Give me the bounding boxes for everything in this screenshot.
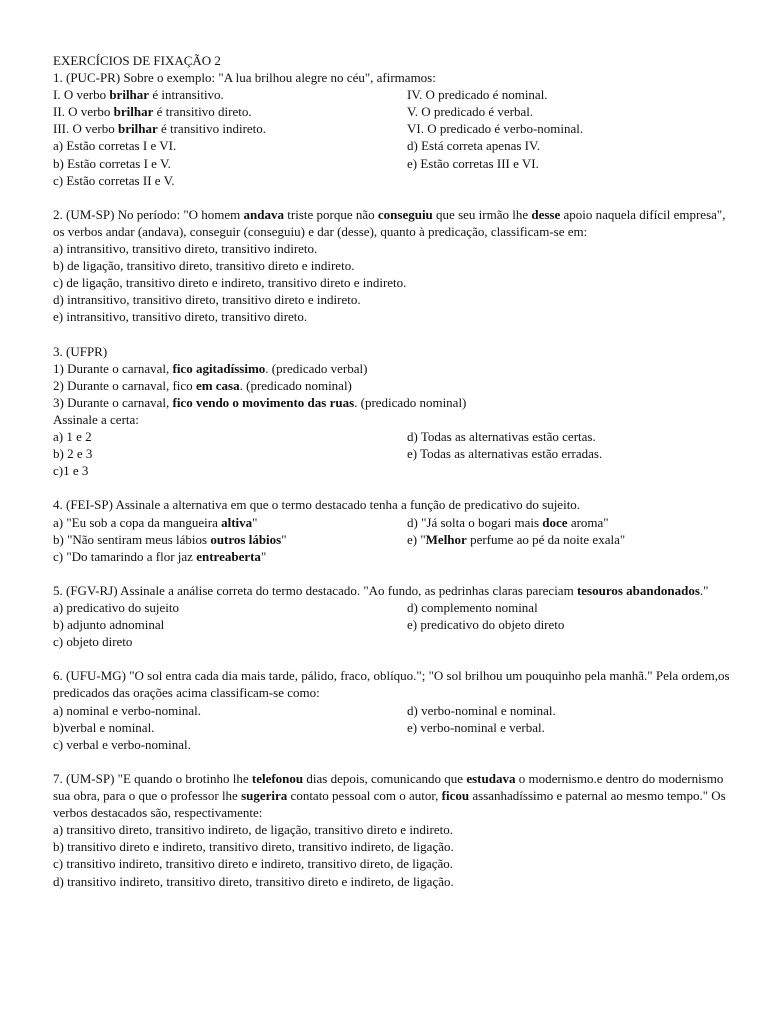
option-d: d) intransitivo, transitivo direto, transitivo direto e indireto. bbox=[53, 292, 361, 308]
question-4 bbox=[53, 496, 733, 564]
option-c: c) de ligação, transitivo direto e indireto, transitivo direto e indireto. bbox=[53, 275, 407, 291]
option-e: e) predicativo do objeto direto bbox=[407, 617, 565, 633]
option-d: d) Está correta apenas IV. bbox=[407, 138, 540, 154]
question-stem: 5. (FGV-RJ) Assinale a análise correta do termo destacado. "Ao fundo, as pedrinhas claras pareciam tesouros abandonados." bbox=[53, 582, 709, 598]
statement-v: V. O predicado é verbal. bbox=[407, 104, 534, 120]
option-d: d) verbo-nominal e nominal. bbox=[407, 702, 556, 718]
statement-row bbox=[53, 120, 733, 137]
option-b: b) 2 e 3 bbox=[53, 446, 93, 462]
option-c: c)1 e 3 bbox=[53, 463, 89, 479]
option-row bbox=[53, 428, 733, 445]
option-a: a) "Eu sob a copa da mangueira altiva" bbox=[53, 514, 258, 530]
option-b: b) transitivo direto e indireto, transitivo direto, transitivo indireto, de ligação. bbox=[53, 839, 454, 855]
option-row bbox=[53, 599, 733, 616]
option-c: c) Estão corretas II e V. bbox=[53, 172, 175, 188]
option-c: c) objeto direto bbox=[53, 634, 133, 650]
statement-iv: IV. O predicado é nominal. bbox=[407, 87, 548, 103]
option-row bbox=[53, 155, 733, 172]
question-5 bbox=[53, 582, 733, 650]
option-e: e) Todas as alternativas estão erradas. bbox=[407, 446, 603, 462]
exercise-sheet bbox=[53, 52, 733, 890]
option-d: d) "Já solta o bogari mais doce aroma" bbox=[407, 514, 609, 530]
statement-row bbox=[53, 103, 733, 120]
question-stem: 1. (PUC-PR) Sobre o exemplo: "A lua brilhou alegre no céu", afirmamos: bbox=[53, 70, 436, 86]
question-stem: 4. (FEI-SP) Assinale a alternativa em que o termo destacado tenha a função de predicativo do sujeito. bbox=[53, 497, 581, 513]
option-row bbox=[53, 531, 733, 548]
option-a: a) nominal e verbo-nominal. bbox=[53, 702, 202, 718]
question-stem: 2. (UM-SP) No período: "O homem andava triste porque não conseguiu que seu irmão lhe desse apoio naquela difícil empresa", os verbos andar (andava), conseguir (conseguiu) e dar (desse), quanto à predicação, classificam-se em: bbox=[53, 206, 726, 239]
sentence-3: 3) Durante o carnaval, fico vendo o movimento das ruas. (predicado nominal) bbox=[53, 394, 467, 410]
option-row bbox=[53, 719, 733, 736]
question-1 bbox=[53, 69, 733, 189]
question-stem: 3. (UFPR) bbox=[53, 343, 108, 359]
question-2 bbox=[53, 206, 733, 326]
option-a: a) predicativo do sujeito bbox=[53, 600, 179, 615]
question-6 bbox=[53, 667, 733, 752]
question-stem: 6. (UFU-MG) "O sol entra cada dia mais tarde, pálido, fraco, oblíquo."; "O sol brilhou um pouquinho pela manhã." Pela ordem,os predicados das orações acima classificam-se como: bbox=[53, 668, 730, 701]
option-b: b) "Não sentiram meus lábios outros lábios" bbox=[53, 531, 287, 547]
statement-ii: II. O verbo brilhar é transitivo direto. bbox=[53, 104, 252, 120]
option-a: a) 1 e 2 bbox=[53, 429, 92, 445]
statement-i: I. O verbo brilhar é intransitivo. bbox=[53, 87, 224, 103]
sentence-2: 2) Durante o carnaval, fico em casa. (predicado nominal) bbox=[53, 377, 352, 393]
option-c: c) "Do tamarindo a flor jaz entreaberta" bbox=[53, 548, 267, 564]
option-row bbox=[53, 137, 733, 154]
option-row bbox=[53, 514, 733, 531]
option-b: b) adjunto adnominal bbox=[53, 617, 165, 633]
option-e: e) intransitivo, transitivo direto, transitivo direto. bbox=[53, 309, 308, 325]
option-b: b)verbal e nominal. bbox=[53, 719, 155, 735]
option-e: e) Estão corretas III e VI. bbox=[407, 155, 539, 171]
statement-iii: III. O verbo brilhar é transitivo indireto. bbox=[53, 121, 267, 137]
option-a: a) Estão corretas I e VI. bbox=[53, 138, 177, 154]
option-d: d) transitivo indireto, transitivo direto, transitivo direto e indireto, de ligação. bbox=[53, 873, 454, 889]
question-prompt: Assinale a certa: bbox=[53, 411, 139, 427]
question-3 bbox=[53, 343, 733, 480]
sentence-1: 1) Durante o carnaval, fico agitadíssimo. (predicado verbal) bbox=[53, 360, 368, 376]
option-b: b) Estão corretas I e V. bbox=[53, 155, 171, 171]
option-c: c) verbal e verbo-nominal. bbox=[53, 736, 191, 752]
statement-vi: VI. O predicado é verbo-nominal. bbox=[407, 121, 584, 137]
option-c: c) transitivo indireto, transitivo direto e indireto, transitivo direto, de ligação. bbox=[53, 856, 454, 872]
option-row bbox=[53, 445, 733, 462]
question-stem: 7. (UM-SP) "E quando o brotinho lhe telefonou dias depois, comunicando que estudava o modernismo.e dentro do modernismo sua obra, para o que o professor lhe sugerira contato pessoal com o autor, ficou assanhadíssimo e paternal ao mesmo tempo." Os verbos destacados são, respectivamente: bbox=[53, 770, 726, 821]
option-b: b) de ligação, transitivo direto, transitivo direto e indireto. bbox=[53, 258, 355, 274]
question-7 bbox=[53, 770, 733, 890]
option-e: e) "Melhor perfume ao pé da noite exala" bbox=[407, 531, 626, 547]
option-a: a) intransitivo, transitivo direto, transitivo indireto. bbox=[53, 241, 318, 257]
option-row bbox=[53, 702, 733, 719]
option-d: d) Todas as alternativas estão certas. bbox=[407, 429, 596, 445]
option-e: e) verbo-nominal e verbal. bbox=[407, 719, 545, 735]
option-d: d) complemento nominal bbox=[407, 600, 538, 615]
page-title: EXERCÍCIOS DE FIXAÇÃO 2 bbox=[53, 53, 221, 68]
option-a: a) transitivo direto, transitivo indireto, de ligação, transitivo direto e indireto. bbox=[53, 822, 454, 838]
option-row bbox=[53, 616, 733, 633]
statement-row bbox=[53, 86, 733, 103]
